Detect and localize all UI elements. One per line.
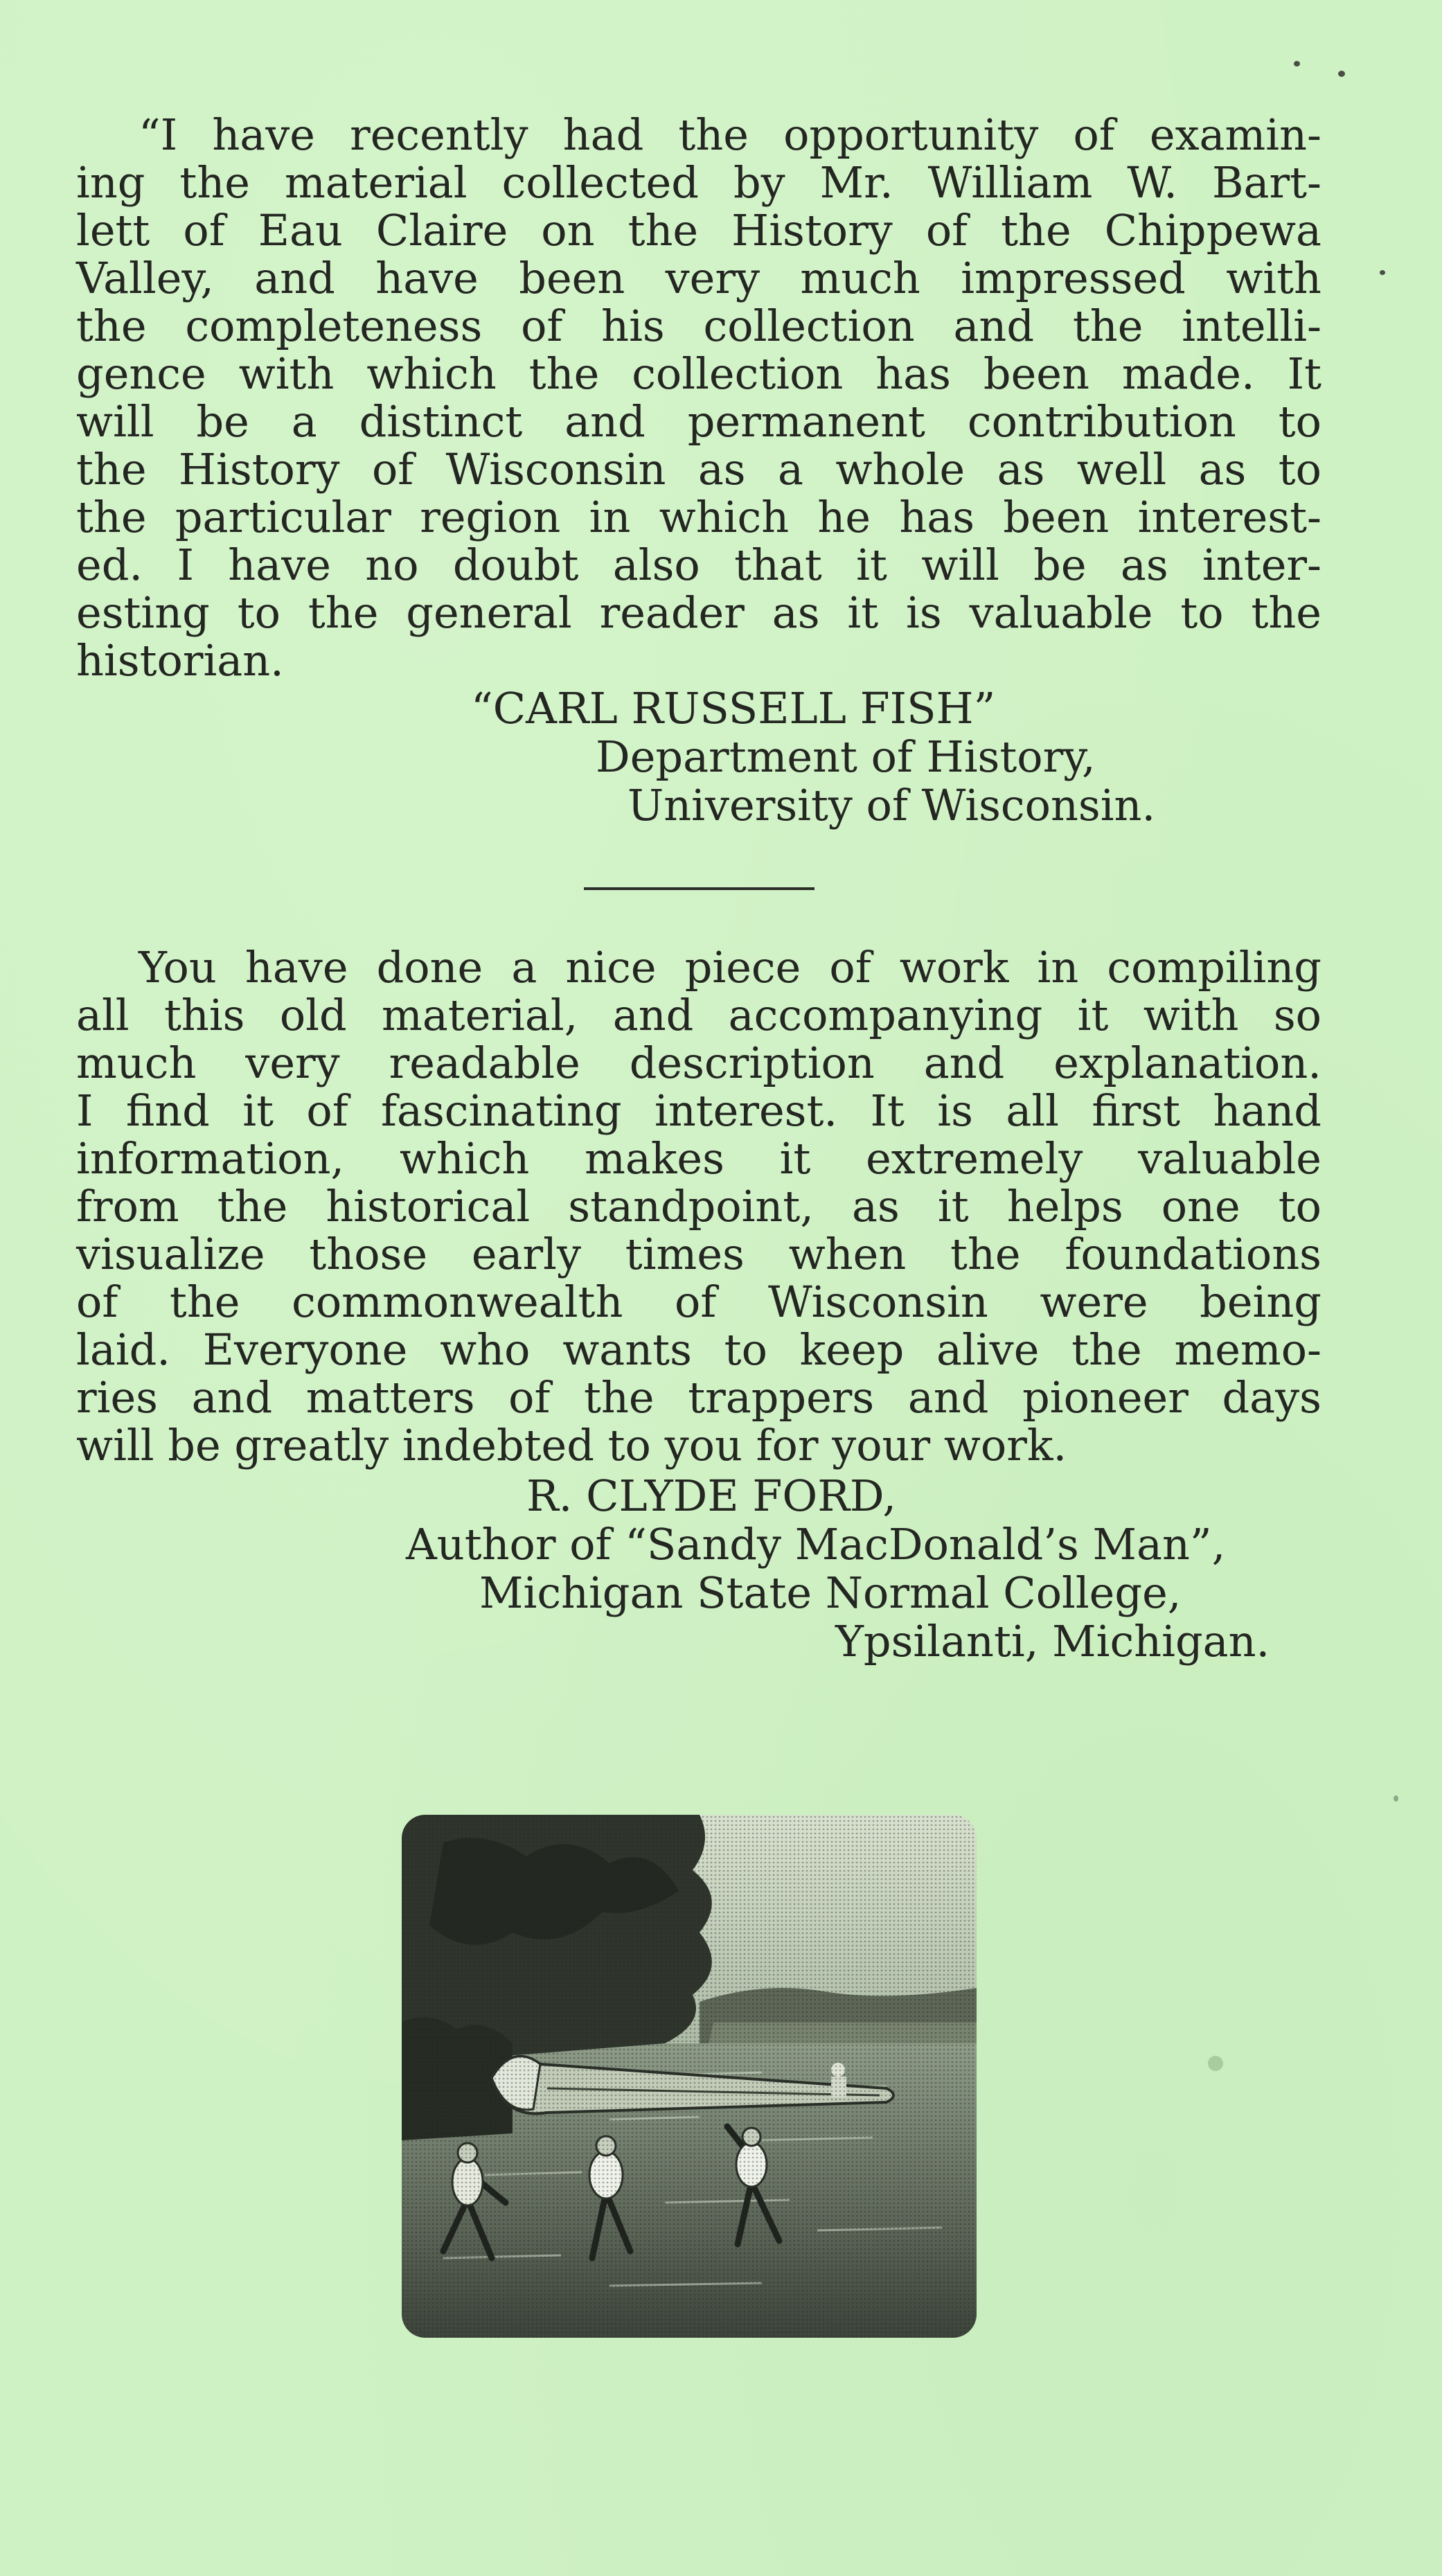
text-line: all this old material, and accompanying it with so	[76, 990, 1321, 1040]
testimonial-ford	[76, 943, 1321, 1469]
testimonial-fish	[76, 111, 1321, 684]
paper-speck	[1380, 270, 1385, 275]
signature-book: Author of “Sandy MacDonald’s Man”,	[406, 1519, 1226, 1570]
text-line: information, which makes it extremely valuable	[76, 1133, 1321, 1184]
text-line: “I have recently had the opportunity of examin-	[139, 109, 1321, 160]
text-line: the particular region in which he has been interest-	[76, 492, 1321, 542]
text-line: visualize those early times when the foundations	[76, 1229, 1321, 1279]
text-line: lett of Eau Claire on the History of the Chippewa	[76, 205, 1321, 256]
section-divider	[584, 887, 815, 890]
text-line: will be greatly indebted to you for your work.	[76, 1420, 1067, 1471]
text-line: I find it of fascinating interest. It is all first hand	[76, 1085, 1321, 1136]
text-line: ed. I have no doubt also that it will be as inter-	[76, 540, 1321, 590]
text-line: gence with which the collection has been made. It	[76, 348, 1321, 399]
paper-speck	[1294, 61, 1300, 66]
text-line: the completeness of his collection and the intelli-	[76, 301, 1321, 351]
text-line: laid. Everyone who wants to keep alive the memo-	[76, 1324, 1321, 1375]
text-line: You have done a nice piece of work in compiling	[139, 942, 1321, 993]
text-line: of the commonwealth of Wisconsin were being	[76, 1277, 1321, 1327]
canoe-portage-illustration	[402, 1815, 977, 2338]
signature-location: Ypsilanti, Michigan.	[835, 1616, 1270, 1667]
text-line: esting to the general reader as it is valuable to the	[76, 587, 1321, 638]
paper-speck	[1394, 1795, 1398, 1802]
text-line: historian.	[76, 635, 284, 686]
text-line: Valley, and have been very much impressed with	[76, 253, 1321, 303]
text-line: ries and matters of the trappers and pioneer days	[76, 1372, 1321, 1423]
text-line: ing the material collected by Mr. William W. Bart-	[76, 157, 1321, 208]
signature-college: Michigan State Normal College,	[479, 1567, 1182, 1618]
paper-speck	[1338, 71, 1345, 77]
text-line: from the historical standpoint, as it helps one to	[76, 1181, 1321, 1232]
signature-name: “CARL RUSSELL FISH”	[471, 683, 996, 734]
paper-speck	[1208, 2056, 1223, 2071]
text-line: will be a distinct and permanent contribution to	[76, 396, 1321, 447]
text-line: much very readable description and explanation.	[76, 1038, 1321, 1088]
illustration-drawing	[402, 1815, 977, 2338]
text-line: the History of Wisconsin as a whole as well as to	[76, 444, 1321, 495]
signature-affiliation: University of Wisconsin.	[627, 780, 1156, 830]
signature-name: R. CLYDE FORD,	[526, 1471, 897, 1521]
signature-title: Department of History,	[596, 731, 1096, 782]
